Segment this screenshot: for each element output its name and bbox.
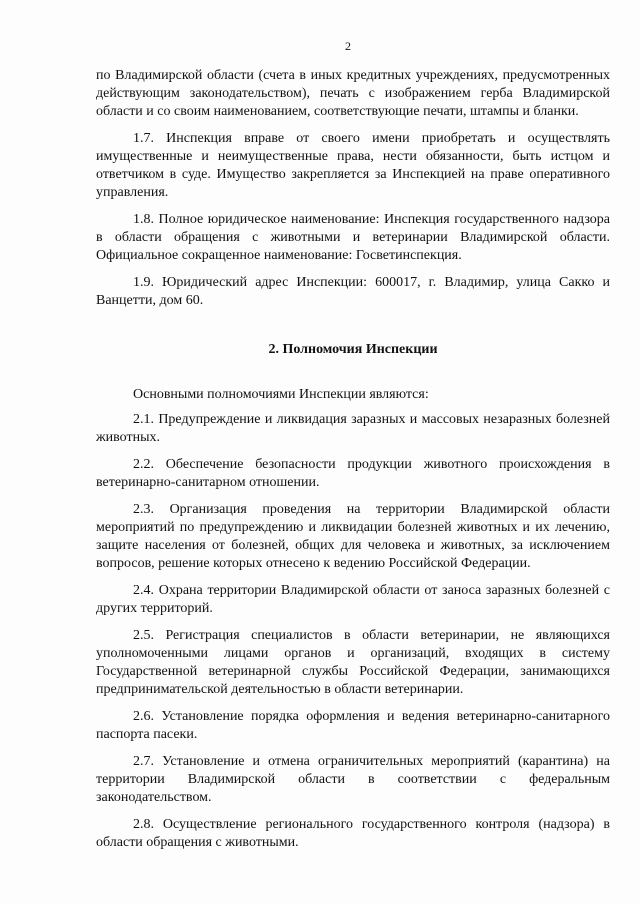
paragraph-2-5: 2.5. Регистрация специалистов в области ветеринарии, не являющихся уполномоченными лицами органов и организаций, входящих в систему Государственной ветеринарной службы Российской Федерации, занимающихся предпринимательской деятельностью в области ветеринарии. [96, 628, 610, 697]
document-body [96, 67, 610, 852]
page-number: 2 [345, 39, 351, 53]
paragraph-2-1: 2.1. Предупреждение и ликвидация заразных и массовых незаразных болезней животных. [96, 412, 610, 445]
continued-paragraph: по Владимирской области (счета в иных кредитных учреждениях, предусмотренных действующим законодательством), печать с изображением герба Владимирской области и со своим наименованием, соответствующие печати, штампы и бланки. [96, 68, 610, 119]
paragraph-2-2: 2.2. Обеспечение безопасности продукции животного происхождения в ветеринарно-санитарном отношении. [96, 457, 610, 490]
paragraph-1-9: 1.9. Юридический адрес Инспекции: 600017, г. Владимир, улица Сакко и Ванцетти, дом 60. [96, 275, 610, 308]
paragraph-2-3: 2.3. Организация проведения на территории Владимирской области мероприятий по предупреждению и ликвидации болезней животных и их лечению, защите населения от болезней, общих для человека и животных, за исключением вопросов, решение которых отнесено к ведению Российской Федерации. [96, 502, 610, 571]
section-intro: Основными полномочиями Инспекции являются: [133, 387, 429, 402]
paragraph-1-7: 1.7. Инспекция вправе от своего имени приобретать и осуществлять имущественные и неимущественные права, нести обязанности, быть истцом и ответчиком в суде. Имущество закрепляется за Инспекцией на праве оперативного управления. [96, 131, 610, 200]
section-heading: 2. Полномочия Инспекции [268, 342, 438, 357]
paragraph-1-8: 1.8. Полное юридическое наименование: Инспекция государственного надзора в области обращения с животными и ветеринарии Владимирской области. Официальное сокращенное наименование: Госветинспекция. [96, 212, 610, 263]
paragraph-2-8: 2.8. Осуществление регионального государственного контроля (надзора) в области обращения с животными. [96, 817, 610, 850]
paragraph-2-7: 2.7. Установление и отмена ограничительных мероприятий (карантина) на территории Владимирской области в соответствии с федеральным законодательством. [96, 754, 610, 805]
paragraph-2-6: 2.6. Установление порядка оформления и ведения ветеринарно-санитарного паспорта пасеки. [96, 709, 610, 742]
paragraph-2-4: 2.4. Охрана территории Владимирской области от заноса заразных болезней с других территорий. [96, 583, 610, 616]
